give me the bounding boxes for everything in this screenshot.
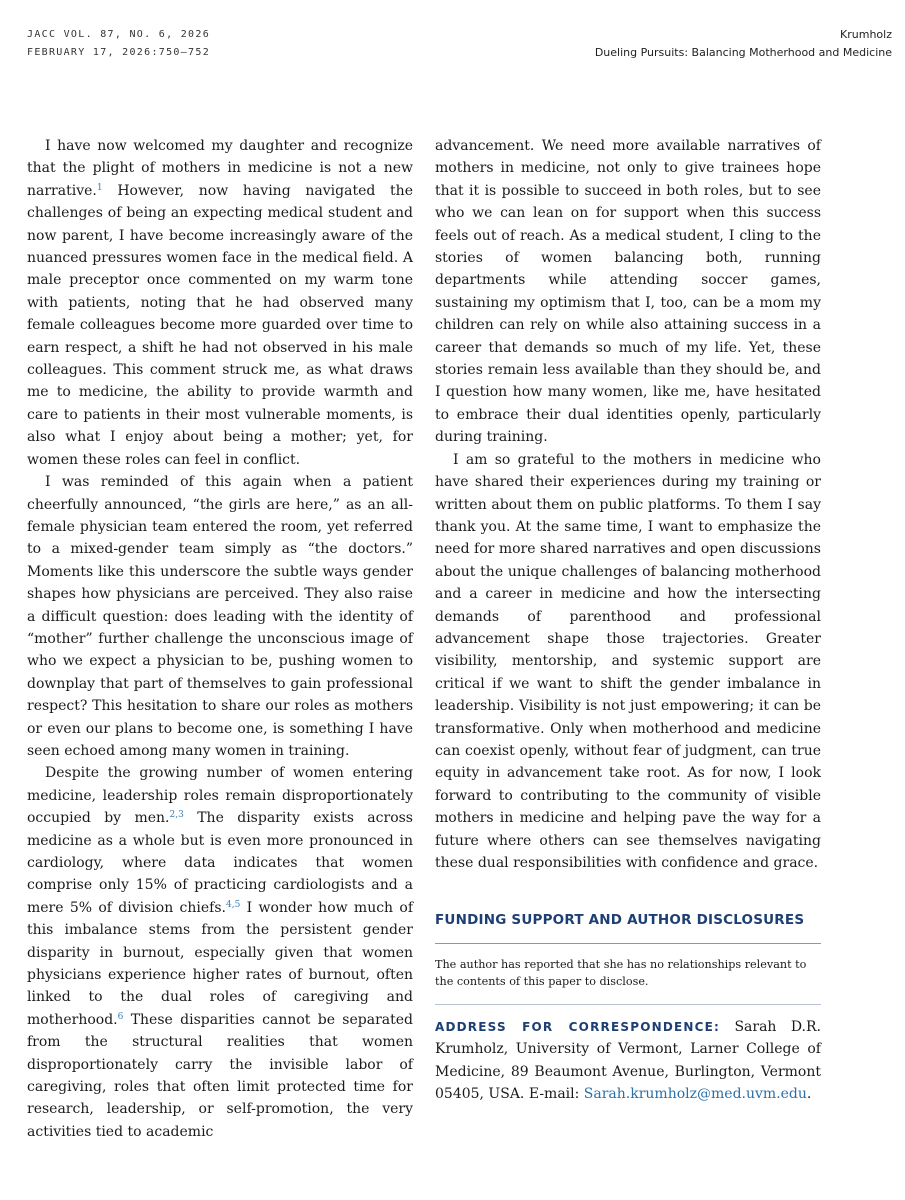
reference-link-4-5[interactable]: 4,5 [226, 899, 241, 910]
paragraph-3: Despite the growing number of women entering medicine, leadership roles remain disproportionately occupied by men.$^{2,3}$ The disparity exists across medicine as a whole but is even more pronounced in cardiology, where data indicates that women comprise only 15% of practicing cardiologists and a mere 5% of division chiefs.$^{4,5}$ I wonder how much of this imbalance stems from the persistent gender disparity in burnout, especially given that women physicians experience higher rates of burnout, often linked to the dual roles of caregiving and motherhood.$^6$ These disparities cannot be separated from the structural realities that women disproportionately carry the invisible labor of caregiving, roles that often limit protected time for research, leadership, or self-promotion, the very activities tied to academic [27, 765, 413, 1140]
correspondence-label: ADDRESS FOR CORRESPONDENCE: [435, 1019, 721, 1034]
funding-text: The author has reported that she has no relationships relevant to the contents of this paper to disclose. [435, 956, 821, 1005]
left-column [27, 135, 413, 1143]
journal-citation: JACC VOL. 87, NO. 6, 2026 [27, 29, 211, 40]
issue-date-pages: FEBRUARY 17, 2026:750–752 [27, 47, 211, 58]
journal-header [27, 26, 210, 62]
reference-link-2-3[interactable]: 2,3 [169, 810, 184, 821]
paragraph-2: I was reminded of this again when a patient cheerfully announced, “the girls are here,” as an all-female physician team entered the room, yet referred to a mixed-gender team simply as “the doctors.” Moments like this underscore the subtle ways gender shapes how physicians are perceived. They also raise a difficult question: does leading with the identity of “mother” further challenge the unconscious image of who we expect a physician to be, pushing women to downplay that part of themselves to gain professional respect? This hesitation to share our roles as mothers or even our plans to become one, is something I have seen echoed among many women in training. [27, 474, 413, 759]
running-title: Dueling Pursuits: Balancing Motherhood and Medicine [594, 46, 892, 59]
right-column [435, 135, 821, 1105]
reference-link-6[interactable]: 6 [117, 1011, 124, 1022]
correspondence-text: Sarah D.R. Krumholz, University of Vermont, Larner College of Medicine, 89 Beaumont Avenue, Burlington, Vermont 05405, USA. E-mail: [435, 1018, 821, 1103]
correspondence: ADDRESS FOR CORRESPONDENCE: Sarah D.R. Krumholz, University of Vermont, Larner College of Medicine, 89 Beaumont Avenue, Burlington, Vermont 05405, USA. E-mail: Sarah.krumholz@med.uvm.edu. [435, 1018, 821, 1103]
funding-heading: FUNDING SUPPORT AND AUTHOR DISCLOSURES [435, 909, 821, 943]
paragraph-4: I am so grateful to the mothers in medicine who have shared their experiences during my training or written about them on public platforms. To them I say thank you. At the same time, I want to emphasize the need for more shared narratives and open discussions about the unique challenges of balancing motherhood and a career in medicine and how the intersecting demands of parenthood and professional advancement shape those trajectories. Greater visibility, mentorship, and systemic support are critical if we want to shift the gender imbalance in leadership. Visibility is not just empowering; it can be transformative. Only when motherhood and medicine can coexist openly, without fear of judgment, can true equity in advancement take root. As for now, I look forward to contributing to the community of visible mothers in medicine and helping pave the way for a future where others can see themselves navigating these dual responsibilities with confidence and grace. [435, 451, 821, 871]
paragraph-3-continued: advancement. We need more available narratives of mothers in medicine, not only to give trainees hope that it is possible to succeed in both roles, but to see who we can lean on for support when this success feels out of reach. As a medical student, I cling to the stories of women balancing both, running departments while attending soccer games, sustaining my optimism that I, too, can be a mom my children can rely on while also attaining success in a career that demands so much of my life. Yet, these stories remain less available than they should be, and I question how many women, like me, have hesitated to embrace their dual identities openly, particularly during training. [435, 138, 821, 446]
running-header [595, 26, 892, 62]
paragraph-1: I have now welcomed my daughter and recognize that the plight of mothers in medicine is not a new narrative.$^1$ However, now having navigated the challenges of being an expecting medical student and now parent, I have become increasingly aware of the nuanced pressures women face in the medical field. A male preceptor once commented on my warm tone with patients, noting that he had observed many female colleagues become more guarded over time to earn respect, a shift he had not observed in his male colleagues. This comment struck me, as what draws me to medicine, the ability to provide warmth and care to patients in their most vulnerable moments, is also what I enjoy about being a mother; yet, for women these roles can feel in conflict. [27, 138, 413, 468]
email-link[interactable]: Sarah.krumholz@med.uvm.edu [583, 1086, 807, 1103]
author-name: Krumholz [840, 28, 892, 41]
reference-link-1[interactable]: 1 [96, 182, 103, 193]
